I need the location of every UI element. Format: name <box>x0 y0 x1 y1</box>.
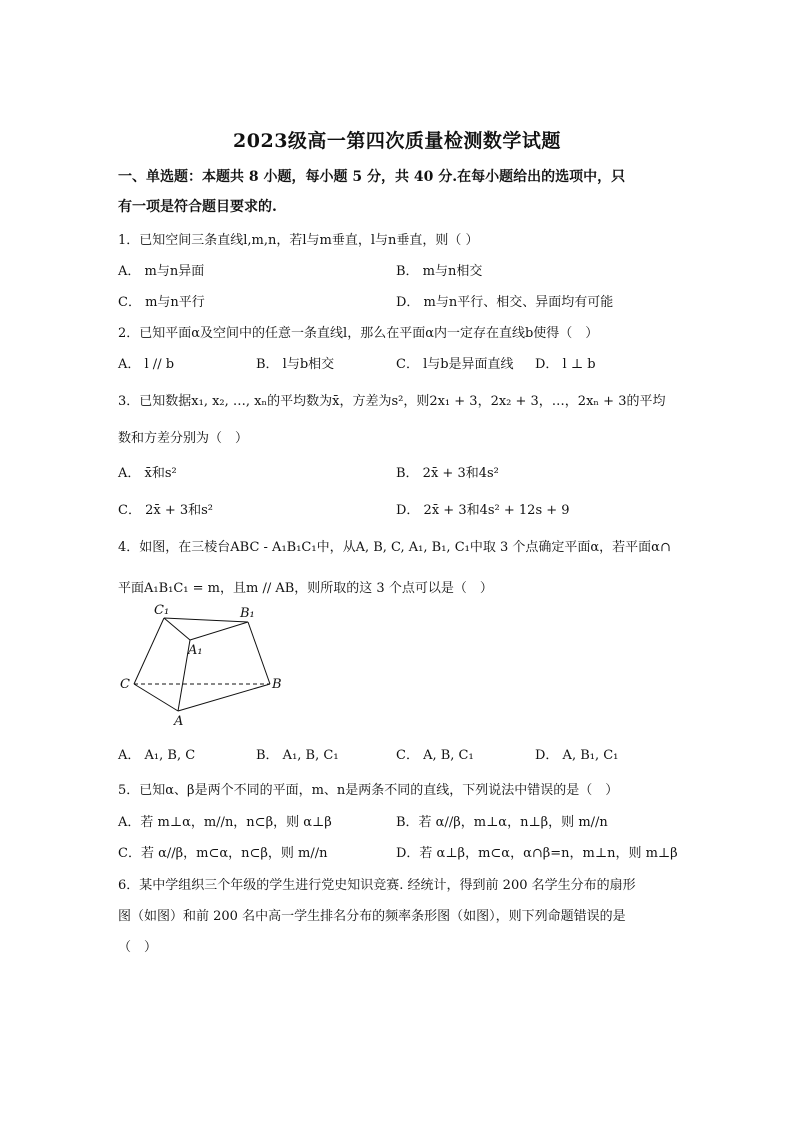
q2-option-b: B． l与b相交 <box>256 357 335 372</box>
edge-a-b <box>178 684 270 711</box>
q4-option-a: A． A₁, B, C <box>118 748 196 763</box>
q6-stem-line3: （ ） <box>118 940 158 955</box>
q2-option-d: D． l ⊥ b <box>535 357 596 372</box>
q5-option-a: A．若 m⊥α，m//n，n⊂β，则 α⊥β <box>118 815 332 830</box>
q6-stem-line2: 图（如图）和前 200 名中高一学生排名分布的频率条形图（如图），则下列命题错误的是 <box>118 909 626 924</box>
q5-option-c: C．若 α//β，m⊂α，n⊂β，则 m//n <box>118 846 328 861</box>
q2-option-a: A． l // b <box>118 357 175 372</box>
q3-stem-line1: 3．已知数据x₁, x₂, …, xₙ的平均数为x̄，方差为s²，则2x₁ + 3，2x₂ + 3，…，2xₙ + 3的平均 <box>118 394 666 409</box>
q2-stem: 2．已知平面α及空间中的任意一条直线l，那么在平面α内一定存在直线b使得（ ） <box>118 326 599 341</box>
edge-b1-a1 <box>190 622 248 640</box>
label-c: C <box>120 677 130 692</box>
edge-c1-a1 <box>164 618 190 640</box>
q6-stem-line1: 6．某中学组织三个年级的学生进行党史知识竞赛. 经统计，得到前 200 名学生分布的扇形 <box>118 878 636 893</box>
label-a: A <box>174 714 184 729</box>
page-title: 2023级高一第四次质量检测数学试题 <box>233 130 561 152</box>
q5-stem: 5．已知α、β是两个不同的平面，m、n是两条不同的直线，下列说法中错误的是（ ） <box>118 783 619 798</box>
label-b: B <box>272 677 282 692</box>
q3-stem-line2: 数和方差分别为（ ） <box>118 431 249 446</box>
edge-c1-b1 <box>164 618 248 622</box>
edge-c-a <box>134 684 178 711</box>
q1-option-a: A． m与n异面 <box>118 264 205 279</box>
section-heading-line2: 有一项是符合题目要求的. <box>118 199 277 215</box>
q1-stem: 1．已知空间三条直线l,m,n，若l与m垂直，l与n垂直，则（ ） <box>118 233 479 248</box>
edge-c1-c <box>134 618 164 684</box>
q4-stem-line1: 4．如图，在三棱台ABC - A₁B₁C₁中，从A, B, C, A₁, B₁, C₁中取 3 个点确定平面α，若平面α∩ <box>118 540 671 555</box>
q4-option-b: B． A₁, B, C₁ <box>256 748 339 763</box>
q1-option-d: D． m与n平行、相交、异面均有可能 <box>396 295 614 310</box>
section-heading-line1: 一、单选题：本题共 8 小题，每小题 5 分，共 40 分.在每小题给出的选项中，只 <box>118 169 626 185</box>
q3-option-b: B． 2x̄ + 3和4s² <box>396 466 499 481</box>
q4-stem-line2: 平面A₁B₁C₁ = m，且m // AB，则所取的这 3 个点可以是（ ） <box>118 581 493 596</box>
q3-option-d: D． 2x̄ + 3和4s² + 12s + 9 <box>396 503 570 518</box>
q3-option-c: C． 2x̄ + 3和s² <box>118 503 213 518</box>
label-b1: B₁ <box>240 606 255 621</box>
q3-option-a: A． x̄和s² <box>118 466 177 481</box>
q1-option-c: C． m与n平行 <box>118 295 205 310</box>
q1-option-b: B． m与n相交 <box>396 264 483 279</box>
q5-option-d: D．若 α⊥β，m⊂α，α∩β=n，m⊥n，则 m⊥β <box>396 846 678 861</box>
edge-b1-b <box>248 622 270 684</box>
q4-option-c: C． A, B, C₁ <box>396 748 474 763</box>
q2-option-c: C． l与b是异面直线 <box>396 357 514 372</box>
label-a1: A₁ <box>188 643 203 658</box>
frustum-figure <box>112 600 312 730</box>
label-c1: C₁ <box>154 603 170 618</box>
q4-option-d: D． A, B₁, C₁ <box>535 748 619 763</box>
q5-option-b: B．若 α//β，m⊥α，n⊥β，则 m//n <box>396 815 608 830</box>
